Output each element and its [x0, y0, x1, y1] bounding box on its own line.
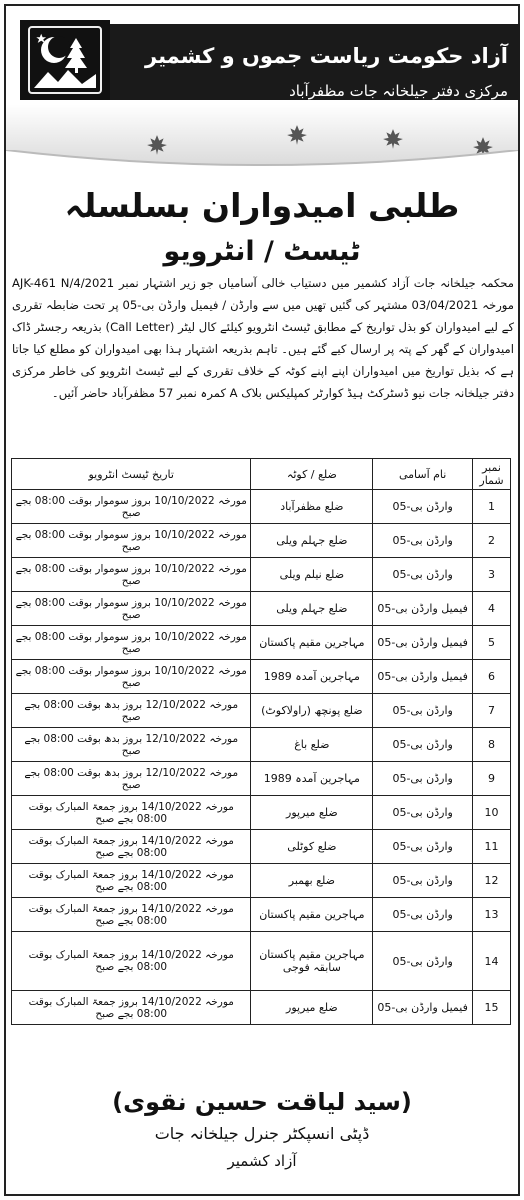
- maple-leaf-icon: [286, 124, 308, 146]
- government-logo: [20, 20, 110, 100]
- row-quota: ضلع جہلم ویلی: [251, 524, 373, 558]
- row-serial: 1: [473, 490, 511, 524]
- table-row: [12, 864, 511, 898]
- row-serial: 5: [473, 626, 511, 660]
- signature-place: آزاد کشمیر: [227, 1152, 297, 1170]
- row-quota: مہاجرین آمدہ 1989: [251, 660, 373, 694]
- row-date: مورخہ 14/10/2022 بروز جمعۃ المبارک بوقت 08:00 بجے صبح: [12, 864, 251, 898]
- signature-name: (سید لیاقت حسین نقوی): [112, 1088, 412, 1116]
- row-date: مورخہ 14/10/2022 بروز جمعۃ المبارک بوقت 08:00 بجے صبح: [12, 991, 251, 1025]
- row-post: وارڈن بی-05: [373, 932, 473, 991]
- row-quota: ضلع بھمبر: [251, 864, 373, 898]
- row-quota: مہاجرین مقیم پاکستان: [251, 626, 373, 660]
- row-date: مورخہ 10/10/2022 بروز سوموار بوقت 08:00 بجے صبح: [12, 592, 251, 626]
- row-serial: 7: [473, 694, 511, 728]
- table-row: [12, 728, 511, 762]
- row-serial: 3: [473, 558, 511, 592]
- row-serial: 12: [473, 864, 511, 898]
- row-quota: ضلع میرپور: [251, 991, 373, 1025]
- header-title: آزاد حکومت ریاست جموں و کشمیر: [145, 44, 508, 68]
- row-post: فیمیل وارڈن بی-05: [373, 991, 473, 1025]
- row-serial: 14: [473, 932, 511, 991]
- maple-leaf-icon: [382, 128, 404, 150]
- row-date: مورخہ 14/10/2022 بروز جمعۃ المبارک بوقت 08:00 بجے صبح: [12, 830, 251, 864]
- row-date: مورخہ 14/10/2022 بروز جمعۃ المبارک بوقت 08:00 بجے صبح: [12, 898, 251, 932]
- row-quota: ضلع پونچھ (راولاکوٹ): [251, 694, 373, 728]
- row-serial: 13: [473, 898, 511, 932]
- row-post: وارڈن بی-05: [373, 864, 473, 898]
- row-quota: ضلع میرپور: [251, 796, 373, 830]
- row-date: مورخہ 12/10/2022 بروز بدھ بوقت 08:00 بجے صبح: [12, 694, 251, 728]
- header-serial: نمبر شمار: [473, 459, 511, 490]
- crescent-star-logo-icon: [28, 26, 102, 94]
- row-post: وارڈن بی-05: [373, 694, 473, 728]
- row-post: وارڈن بی-05: [373, 796, 473, 830]
- signature-title: ڈپٹی انسپکٹر جنرل جیلخانہ جات: [154, 1124, 370, 1143]
- row-date: مورخہ 10/10/2022 بروز سوموار بوقت 08:00 بجے صبح: [12, 524, 251, 558]
- table-row: [12, 932, 511, 991]
- intro-paragraph: محکمہ جیلخانہ جات آزاد کشمیر میں دستیاب خالی آسامیاں جو زیر اشتہار نمبر AJK-461 N/4/2021 مورخہ 03/04/2021 مشتہر کی گئیں تھیں میں سے وارڈن / فیمیل وارڈن بی-05 پر تحت ضابطہ تقرری کے لیے امیدواران کو بذل تواریخ کے مطابق ٹیسٹ انٹرویو کیلئے کال لیٹر (Call Letter) بذریعہ رجسٹر ڈاک امیدواران کے گھر کے پتہ پر ارسال کیے گئے ہیں۔ تاہم بذریعہ اشتہار ہذا بھی امیدواران کو مطلع کیا جاتا ہے کہ بذیل تواریخ میں امیدواران اپنے اپنے کوٹہ کے خلاف تقرری کے لیے ٹیسٹ انٹرویو کی خاطر مرکزی دفتر جیلخانہ جات نیو ڈسٹرکٹ ہیڈ کوارٹر کمپلیکس بلاک A کمرہ نمبر 57 مظفرآباد حاضر آئیں۔: [12, 276, 515, 400]
- table-row: [12, 694, 511, 728]
- row-date: مورخہ 10/10/2022 بروز سوموار بوقت 08:00 بجے صبح: [12, 626, 251, 660]
- row-serial: 4: [473, 592, 511, 626]
- row-serial: 15: [473, 991, 511, 1025]
- row-quota: ضلع مظفرآباد: [251, 490, 373, 524]
- row-date: مورخہ 14/10/2022 بروز جمعۃ المبارک بوقت 08:00 بجے صبح: [12, 932, 251, 991]
- row-serial: 8: [473, 728, 511, 762]
- table-row: [12, 762, 511, 796]
- header-quota: ضلع / کوٹہ: [251, 459, 373, 490]
- row-quota: ضلع کوٹلی: [251, 830, 373, 864]
- row-quota: مہاجرین مقیم پاکستان سابقہ فوجی: [251, 932, 373, 991]
- row-post: فیمیل وارڈن بی-05: [373, 626, 473, 660]
- sub-title: ٹیسٹ / انٹرویو: [163, 236, 361, 267]
- table-row: [12, 626, 511, 660]
- row-date: مورخہ 10/10/2022 بروز سوموار بوقت 08:00 بجے صبح: [12, 558, 251, 592]
- header-swoosh: [6, 150, 518, 176]
- row-quota: ضلع نیلم ویلی: [251, 558, 373, 592]
- table-header-row: [12, 459, 511, 490]
- header-date: تاریخ ٹیسٹ انٹرویو: [12, 459, 251, 490]
- table-row: [12, 796, 511, 830]
- row-serial: 10: [473, 796, 511, 830]
- row-date: مورخہ 12/10/2022 بروز بدھ بوقت 08:00 بجے صبح: [12, 762, 251, 796]
- schedule-table: [11, 458, 511, 1025]
- row-serial: 9: [473, 762, 511, 796]
- row-post: فیمیل وارڈن بی-05: [373, 660, 473, 694]
- header-bar: [110, 24, 520, 100]
- row-post: وارڈن بی-05: [373, 490, 473, 524]
- table-row: [12, 898, 511, 932]
- row-quota: مہاجرین آمدہ 1989: [251, 762, 373, 796]
- table-row: [12, 490, 511, 524]
- row-post: وارڈن بی-05: [373, 728, 473, 762]
- header: [6, 6, 518, 170]
- header-subtitle: مرکزی دفتر جیلخانہ جات مظفرآباد: [289, 82, 508, 100]
- row-post: وارڈن بی-05: [373, 762, 473, 796]
- header-post: نام آسامی: [373, 459, 473, 490]
- table-row: [12, 524, 511, 558]
- row-post: فیمیل وارڈن بی-05: [373, 592, 473, 626]
- row-post: وارڈن بی-05: [373, 830, 473, 864]
- main-title: طلبی امیدواران بسلسلہ: [64, 186, 460, 225]
- row-date: مورخہ 12/10/2022 بروز بدھ بوقت 08:00 بجے صبح: [12, 728, 251, 762]
- row-serial: 6: [473, 660, 511, 694]
- row-date: مورخہ 10/10/2022 بروز سوموار بوقت 08:00 بجے صبح: [12, 490, 251, 524]
- table-row: [12, 991, 511, 1025]
- table-row: [12, 830, 511, 864]
- row-post: وارڈن بی-05: [373, 558, 473, 592]
- table-row: [12, 558, 511, 592]
- row-quota: ضلع باغ: [251, 728, 373, 762]
- row-serial: 11: [473, 830, 511, 864]
- row-post: وارڈن بی-05: [373, 524, 473, 558]
- table-row: [12, 660, 511, 694]
- row-quota: ضلع جہلم ویلی: [251, 592, 373, 626]
- row-date: مورخہ 14/10/2022 بروز جمعۃ المبارک بوقت 08:00 بجے صبح: [12, 796, 251, 830]
- row-quota: مہاجرین مقیم پاکستان: [251, 898, 373, 932]
- table-row: [12, 592, 511, 626]
- row-post: وارڈن بی-05: [373, 898, 473, 932]
- row-serial: 2: [473, 524, 511, 558]
- row-date: مورخہ 10/10/2022 بروز سوموار بوقت 08:00 بجے صبح: [12, 660, 251, 694]
